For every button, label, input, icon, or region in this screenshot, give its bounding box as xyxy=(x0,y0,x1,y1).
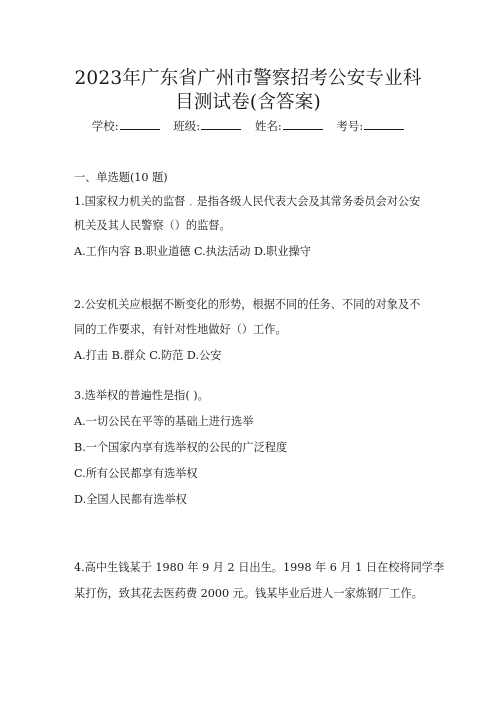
question-1-line-2: 机关及其人民警察（）的监督。 xyxy=(74,219,231,232)
question-3-option-c: C.所有公民都享有选举权 xyxy=(74,467,198,480)
school-field xyxy=(92,119,160,133)
document-title-line-2: 目测试卷(含答案) xyxy=(175,92,321,113)
question-3-option-b: B.一个国家内享有选举权的公民的广泛程度 xyxy=(74,441,288,454)
question-3-option-a: A.一切公民在平等的基础上进行选举 xyxy=(74,415,254,428)
exam-number-label: 考号: xyxy=(336,119,364,133)
student-info-row xyxy=(0,118,496,134)
class-field xyxy=(173,119,241,133)
exam-number-field xyxy=(336,119,404,133)
question-2-line-1: 2.公安机关应根据不断变化的形势，根据不同的任务、不同的对象及不 xyxy=(74,298,421,311)
section-heading: 一、单选题(10 题) xyxy=(74,171,168,184)
school-label: 学校: xyxy=(91,119,119,133)
question-4-line-1: 4.高中生钱某于 1980 年 9 月 2 日出生。1998 年 6 月 1 日在校将同学李 xyxy=(74,561,445,574)
question-2-line-2: 同的工作要求，有针对性地做好（）工作。 xyxy=(74,323,287,336)
question-3-stem: 3.选举权的普遍性是指( )。 xyxy=(74,389,209,402)
document-title-line-1: 2023年广东省广州市警察招考公安专业科 xyxy=(74,68,422,89)
class-label: 班级: xyxy=(173,119,201,133)
name-blank xyxy=(283,118,323,130)
question-3-option-d: D.全国人民都有选举权 xyxy=(74,493,187,506)
question-1-options: A.工作内容 B.职业道德 C.执法活动 D.职业操守 xyxy=(74,245,311,258)
class-blank xyxy=(201,118,241,130)
exam-number-blank xyxy=(364,118,404,130)
name-field xyxy=(255,119,323,133)
question-2-options: A.打击 B.群众 C.防范 D.公安 xyxy=(74,349,222,362)
school-blank xyxy=(120,118,160,130)
question-1-line-1: 1.国家权力机关的监督﹒是指各级人民代表大会及其常务委员会对公安 xyxy=(74,195,421,208)
name-label: 姓名: xyxy=(254,119,282,133)
question-4-line-2: 某打伤，致其花去医药费 2000 元。钱某毕业后进人一家炼钢厂工作。 xyxy=(74,587,423,600)
